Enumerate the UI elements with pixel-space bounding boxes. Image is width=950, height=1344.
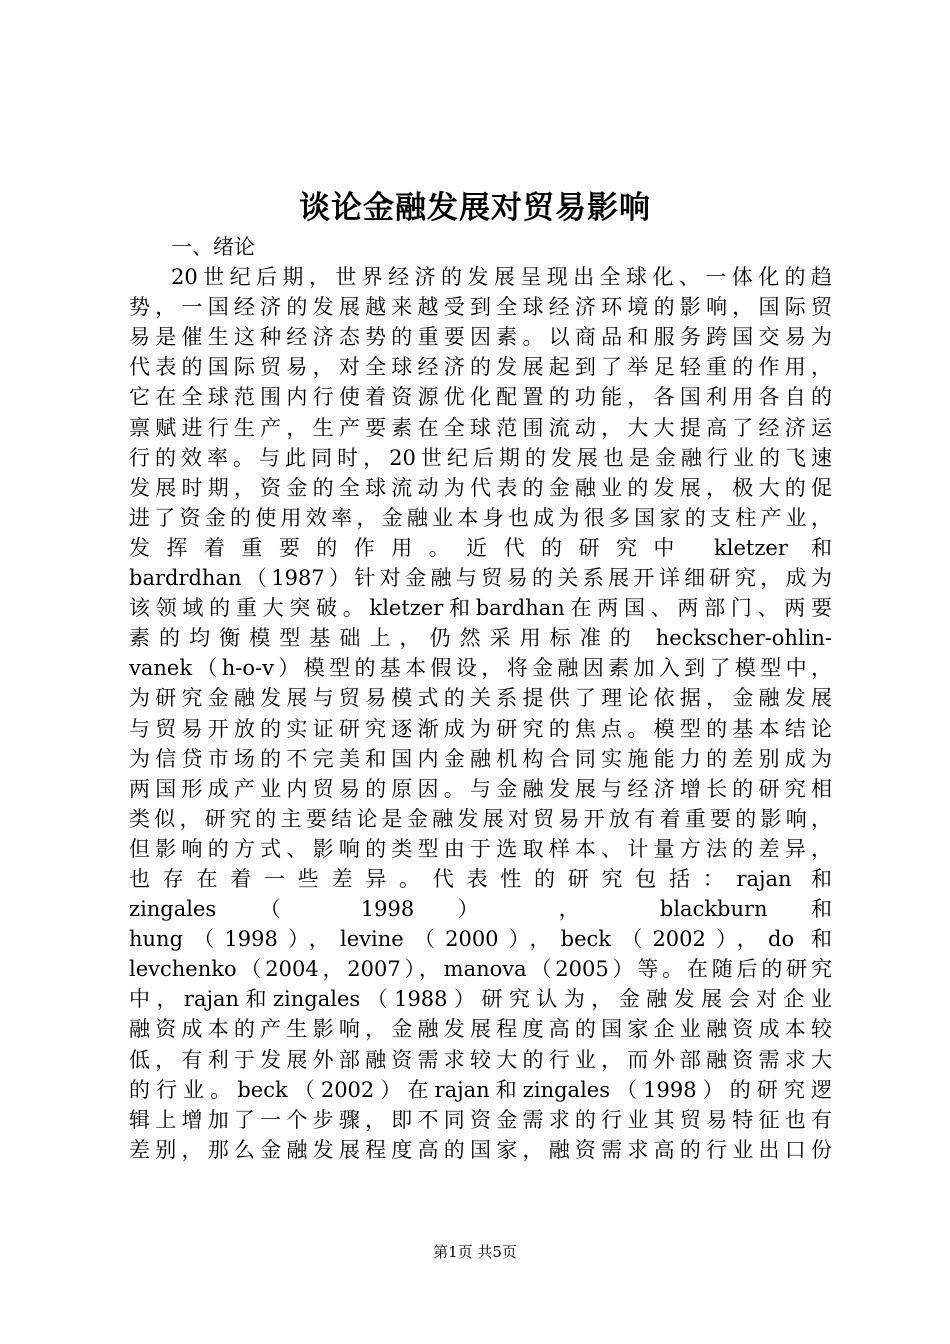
paragraph-line: bardrdhan（1987）针对金融与贸易的关系展开详细研究，成为 — [129, 566, 832, 591]
paragraph-line: 素的均衡模型基础上，仍然采用标准的 heckscher-ohlin- — [129, 626, 832, 651]
paragraph-line: 类似，研究的主要结论是金融发展对贸易开放有着重要的影响， — [129, 806, 832, 831]
paragraph-line: 中，rajan和zingales（1988）研究认为，金融发展会对企业 — [129, 987, 832, 1012]
paragraph-line: 行的效率。与此同时，20世纪后期的发展也是金融行业的飞速 — [129, 445, 832, 470]
paragraph-line: 融资成本的产生影响，金融发展程度高的国家企业融资成本较 — [129, 1017, 832, 1042]
paragraph-line: 该领域的重大突破。kletzer和bardhan在两国、两部门、两要 — [129, 596, 832, 621]
paragraph-line: 也存在着一些差异。代表性的研究包括：rajan 和 — [129, 866, 832, 891]
paragraph-line: 但影响的方式、影响的类型由于选取样本、计量方法的差异， — [129, 836, 832, 861]
paragraph-line: 为研究金融发展与贸易模式的关系提供了理论依据，金融发展 — [129, 686, 832, 711]
page-number: 第1页 共5页 — [433, 1243, 517, 1261]
paragraph-line: 禀赋进行生产，生产要素在全球范围流动，大大提高了经济运 — [129, 415, 832, 440]
paragraph-line: 进了资金的使用效率，金融业本身也成为很多国家的支柱产业， — [129, 505, 832, 530]
section-heading: 一、绪论 — [171, 235, 255, 259]
paragraph-line: vanek（h-o-v）模型的基本假设，将金融因素加入到了模型中， — [129, 656, 832, 681]
paragraph-line: 势，一国经济的发展越来越受到全球经济环境的影响，国际贸 — [129, 295, 832, 320]
paragraph-line: 发挥着重要的作用。近代的研究中 kletzer 和 — [129, 535, 832, 560]
paragraph-line: 发展时期，资金的全球流动为代表的金融业的发展，极大的促 — [129, 475, 832, 500]
page-footer — [0, 1242, 950, 1262]
document-title: 谈论金融发展对贸易影响 — [299, 190, 651, 226]
paragraph-line: 低，有利于发展外部融资需求较大的行业，而外部融资需求大 — [129, 1047, 832, 1072]
paragraph-line: 易是催生这种经济态势的重要因素。以商品和服务跨国交易为 — [129, 325, 832, 350]
paragraph-line: 它在全球范围内行使着资源优化配置的功能，各国利用各自的 — [129, 385, 832, 410]
paragraph-line: 两国形成产业内贸易的原因。与金融发展与经济增长的研究相 — [129, 776, 832, 801]
paragraph-line: 差别，那么金融发展程度高的国家，融资需求高的行业出口份 — [129, 1137, 832, 1162]
paragraph-line: hung（1998），levine（2000），beck（2002），do 和 — [129, 927, 832, 952]
paragraph-line: levchenko（2004，2007），manova（2005）等。在随后的研究 — [129, 957, 832, 982]
paragraph-line: 为信贷市场的不完美和国内金融机构合同实施能力的差别成为 — [129, 746, 832, 771]
paragraph-line: 的行业。beck（2002）在rajan和zingales（1998）的研究逻 — [129, 1077, 832, 1102]
paragraph-line: 与贸易开放的实证研究逐渐成为研究的焦点。模型的基本结论 — [129, 716, 832, 741]
document-body — [129, 232, 832, 1165]
paragraph-line: 代表的国际贸易，对全球经济的发展起到了举足轻重的作用， — [129, 355, 832, 380]
paragraph-line: 辑上增加了一个步骤，即不同资金需求的行业其贸易特征也有 — [129, 1107, 832, 1132]
paragraph-line: zingales （ 1998 ） ， blackburn 和 — [129, 897, 832, 922]
paragraph-line: 20世纪后期，世界经济的发展呈现出全球化、一体化的趋 — [171, 265, 832, 290]
